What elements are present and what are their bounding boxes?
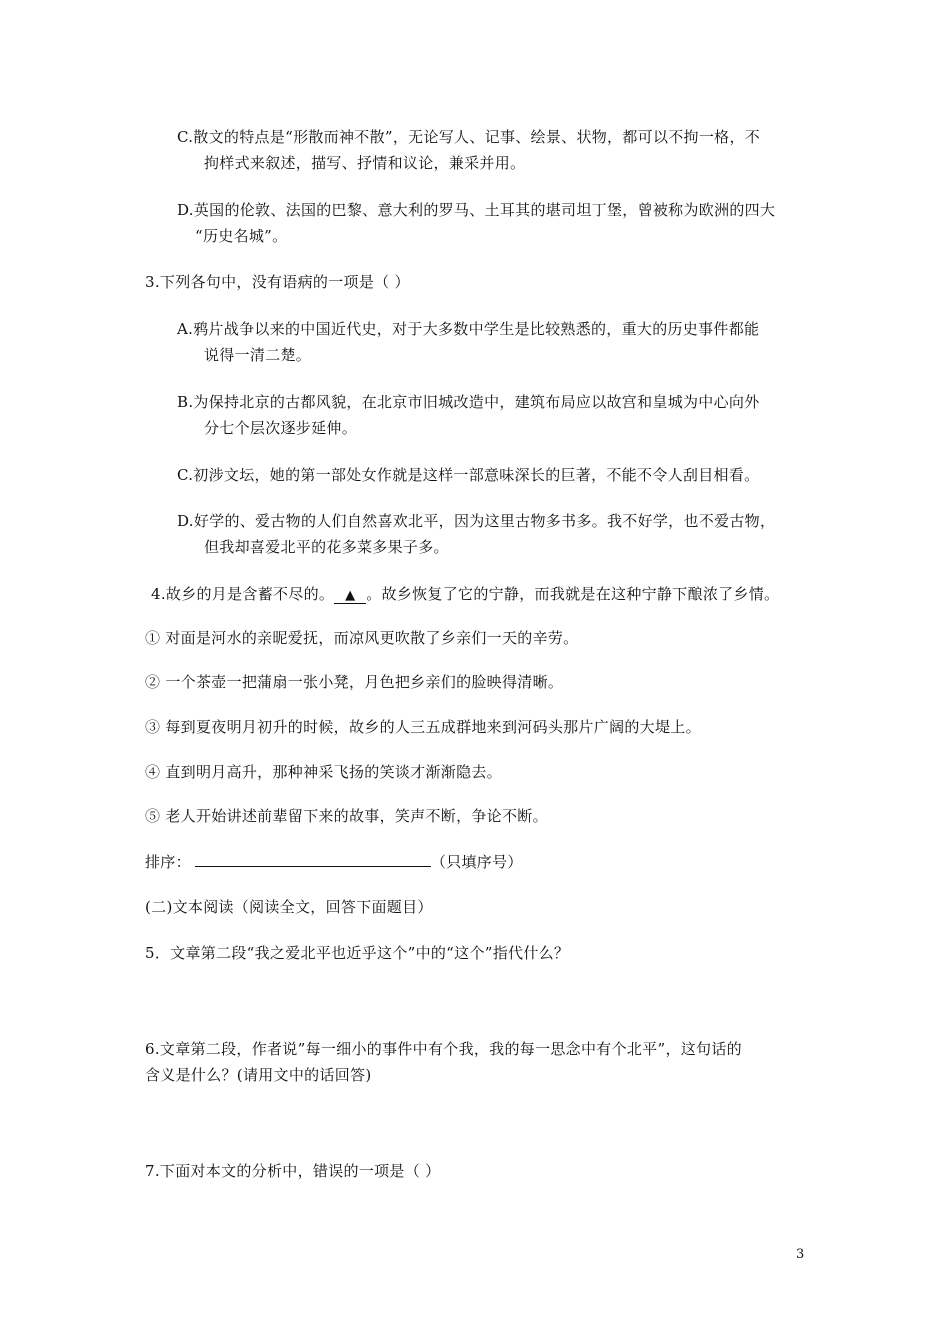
q4-stem-after: 。故乡恢复了它的宁静，而我就是在这种宁静下酿浓了乡情。 (366, 585, 780, 603)
q4-order-answer-blank[interactable] (195, 850, 431, 867)
q4-stem (151, 583, 779, 605)
q3-option-c: C.初涉文坛，她的第一部处女作就是这样一部意味深长的巨著，不能不令人刮目相看。 (177, 466, 760, 484)
page-number: 3 (796, 1247, 805, 1262)
q3-option-d-line1: D.好学的、爱古物的人们自然喜欢北平，因为这里古物多书多。我不好学，也不爱古物， (177, 512, 776, 530)
q6-stem-line2: 含义是什么？(请用文中的话回答) (145, 1066, 372, 1084)
q3-option-d-line2: 但我却喜爱北平的花多菜多果子多。 (204, 538, 449, 556)
q4-item-4: ④ 直到明月高升，那种神采飞扬的笑谈才渐渐隐去。 (145, 763, 502, 781)
q4-stem-before: 4.故乡的月是含蓄不尽的。 (151, 585, 335, 603)
q4-blank-triangle[interactable]: ▲ (334, 587, 366, 604)
q4-order-note: （只填序号） (430, 853, 523, 871)
q5-stem: 5．文章第二段“我之爱北平也近乎这个”中的“这个”指代什么？ (145, 944, 570, 962)
q4-item-3: ③ 每到夏夜明月初升的时候，故乡的人三五成群地来到河码头那片广阔的大堤上。 (145, 718, 701, 736)
q2-option-d-line1: D.英国的伦敦、法国的巴黎、意大利的罗马、土耳其的堪司坦丁堡，曾被称为欧洲的四大 (177, 201, 776, 219)
q3-option-a-line1: A.鸦片战争以来的中国近代史，对于大多数中学生是比较熟悉的，重大的历史事件都能 (177, 320, 760, 338)
q2-option-c-line1: C.散文的特点是“形散而神不散”，无论写人、记事、绘景、状物，都可以不拘一格，不 (177, 128, 761, 146)
section-2-title: (二)文本阅读（阅读全文，回答下面题目） (145, 898, 433, 916)
q2-option-d-line2: “历史名城”。 (195, 227, 288, 245)
q7-stem: 7.下面对本文的分析中，错误的一项是（ ） (145, 1162, 441, 1180)
q3-option-b-line2: 分七个层次逐步延伸。 (204, 419, 358, 437)
q4-item-5: ⑤ 老人开始讲述前辈留下来的故事，笑声不断，争论不断。 (145, 807, 548, 825)
q2-option-c-line2: 拘样式来叙述，描写、抒情和议论，兼采并用。 (204, 154, 526, 172)
q3-stem: 3.下列各句中，没有语病的一项是（ ） (145, 273, 410, 291)
q6-stem-line1: 6.文章第二段，作者说”每一细小的事件中有个我，我的每一思念中有个北平”，这句话的 (145, 1040, 742, 1058)
q3-option-b-line1: B.为保持北京的古都风貌，在北京市旧城改造中，建筑布局应以故宫和皇城为中心向外 (177, 393, 760, 411)
q4-order-label: 排序： (145, 853, 191, 871)
q3-option-a-line2: 说得一清二楚。 (204, 346, 312, 364)
q4-order-row (145, 850, 523, 873)
q4-item-2: ② 一个茶壶一把蒲扇一张小凳，月色把乡亲们的脸映得清晰。 (145, 673, 564, 691)
q4-item-1: ① 对面是河水的亲昵爱抚，而凉风更吹散了乡亲们一天的辛劳。 (145, 629, 579, 647)
